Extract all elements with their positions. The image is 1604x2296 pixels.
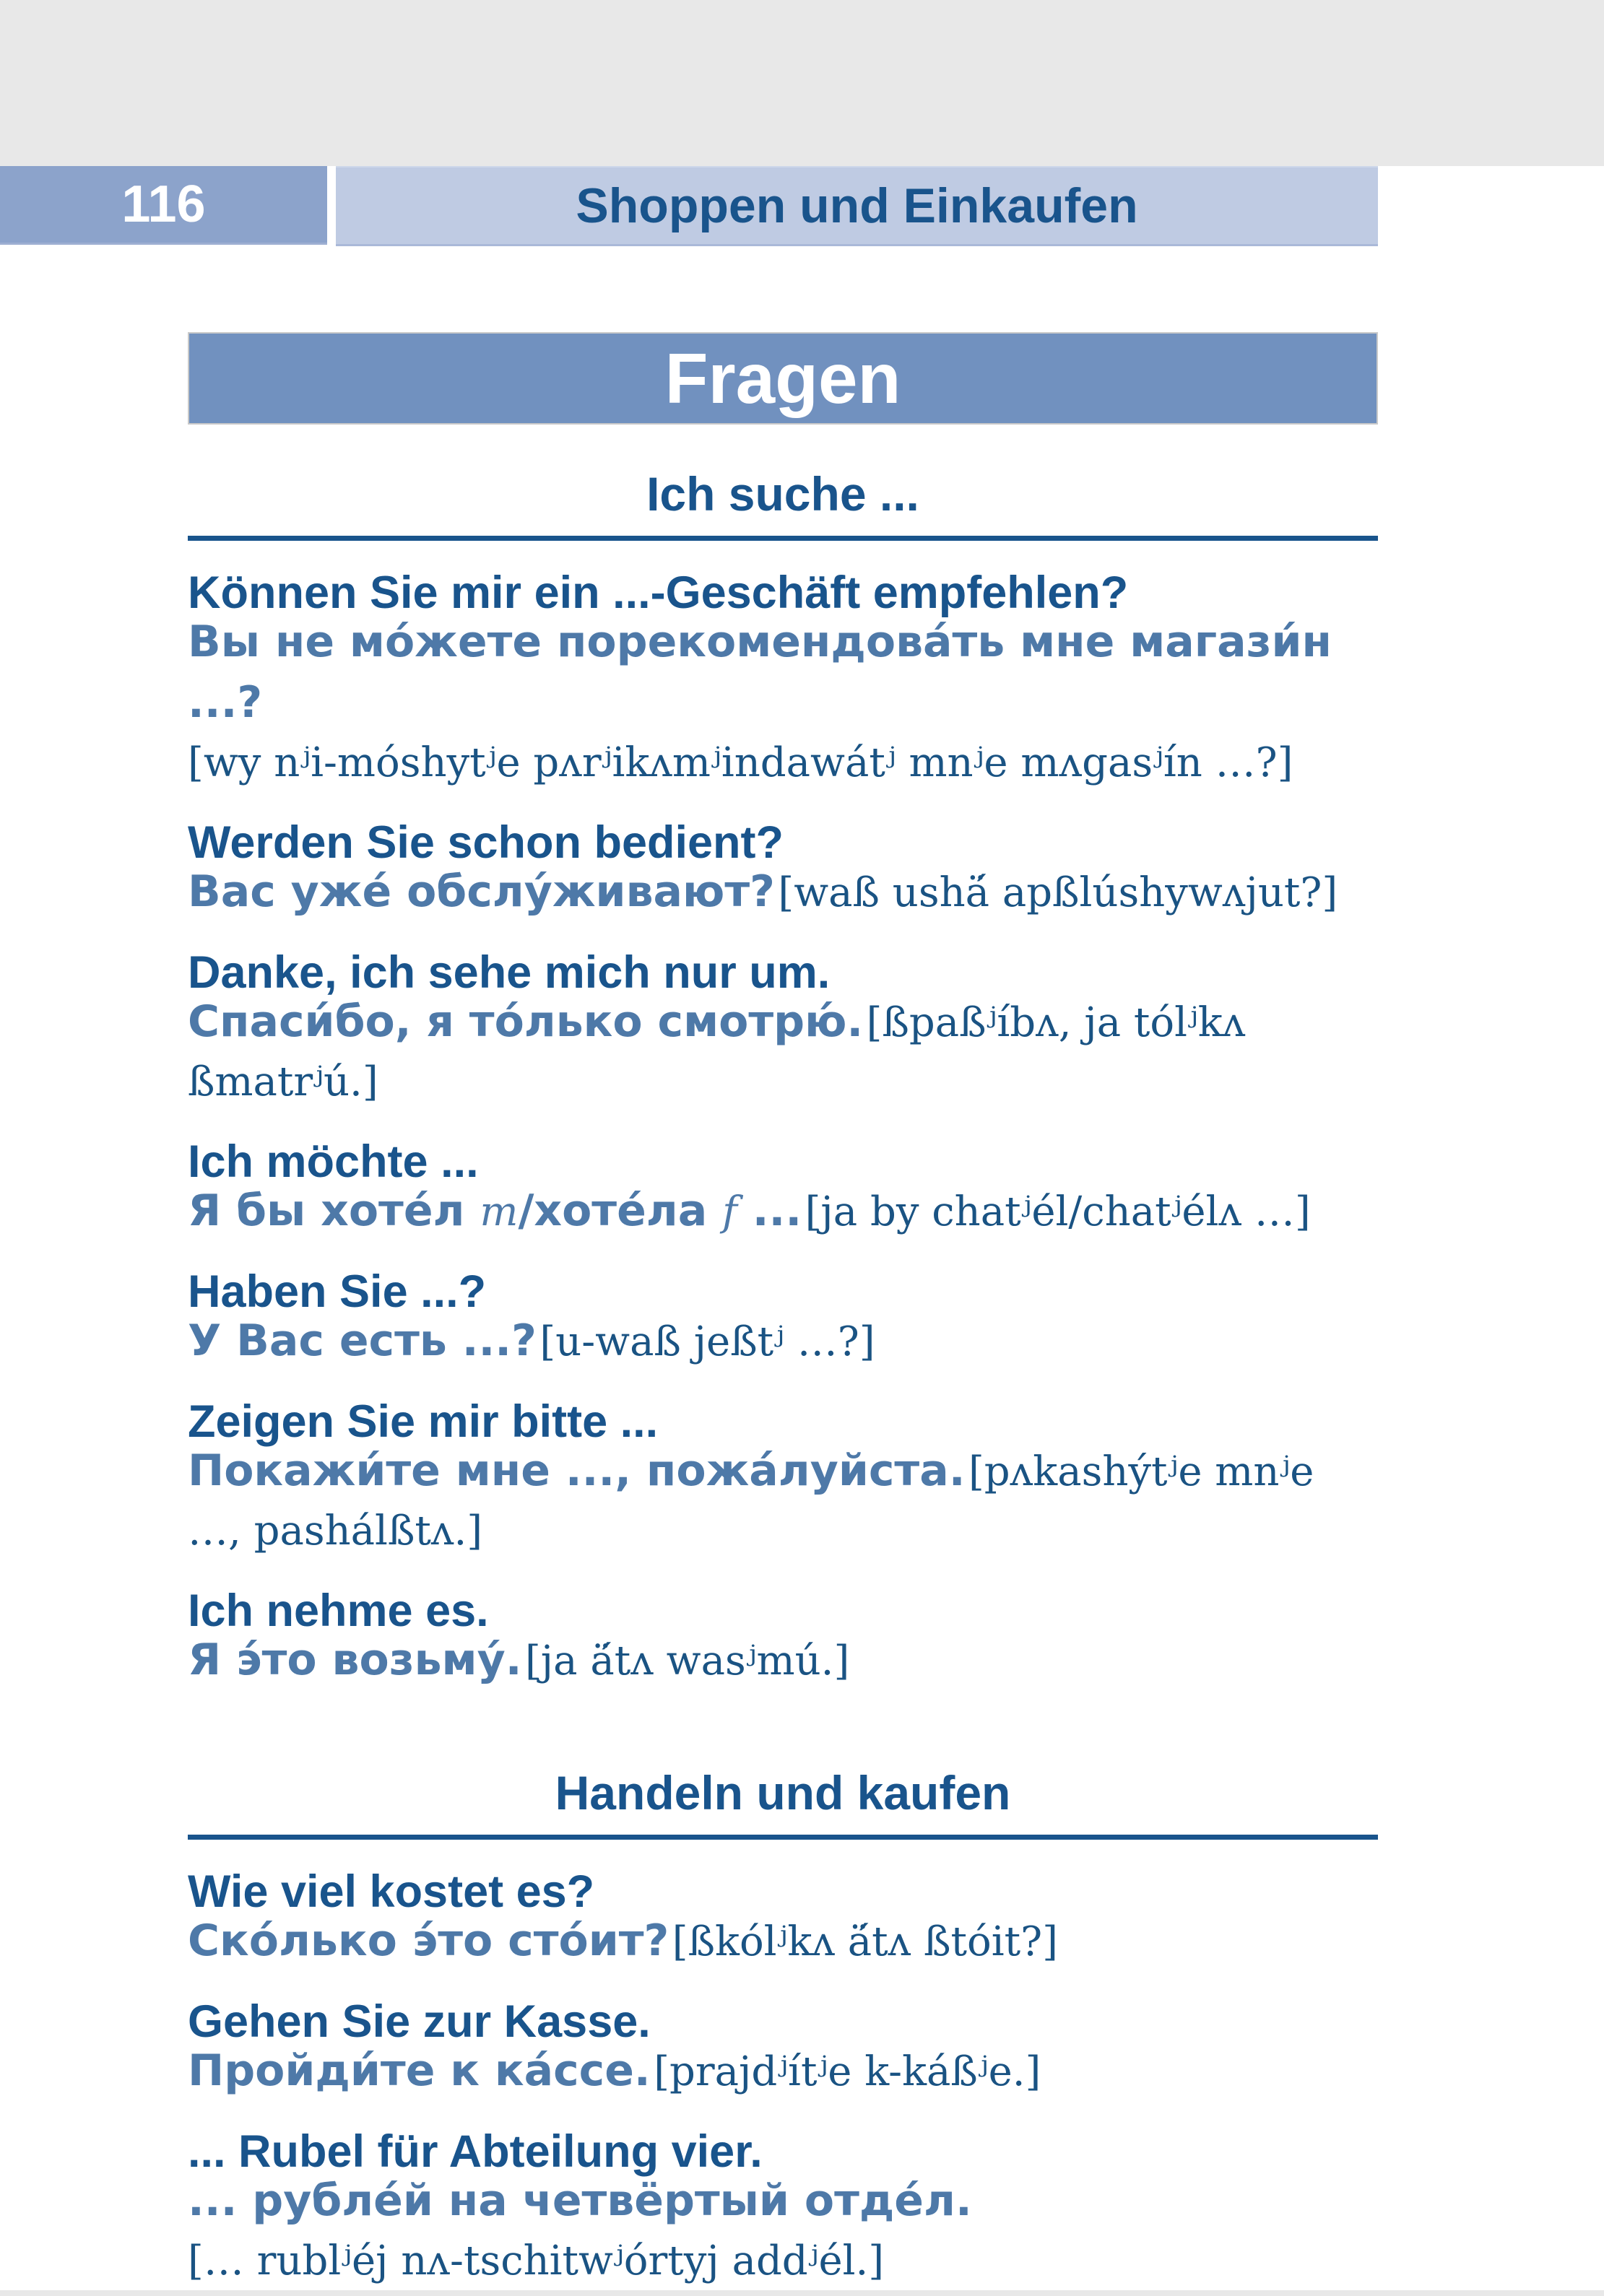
page-number-box xyxy=(0,166,327,245)
gender-marker-masculine: m xyxy=(480,1188,519,1235)
russian-phrase: ... xyxy=(737,1186,802,1236)
phonetic-transcription: [ßkólʲkʌ ä́tʌ ßtóit?] xyxy=(672,1918,1058,1965)
phonetic-transcription: [wy nʲi-móshytʲe pʌrʲikʌmʲindawátʲ mnʲe mʌgasʲín …?] xyxy=(188,739,1293,786)
russian-line xyxy=(188,2176,1378,2237)
russian-line xyxy=(188,1446,1378,1566)
phonetic-transcription: [u-waß jeßtʲ …?] xyxy=(539,1318,875,1365)
russian-phrase: Вы не мо́жете порекомендова́ть мне магази́н ...? xyxy=(188,617,1332,728)
phrase-content xyxy=(188,466,1378,2296)
russian-phrase: Спаси́бо, я то́лько смотрю́. xyxy=(188,996,864,1047)
russian-line xyxy=(188,1316,1378,1377)
german-phrase: Wie viel kostet es? xyxy=(188,1866,595,1917)
russian-phrase: Покажи́те мне ..., пожа́луйста. xyxy=(188,1445,966,1496)
russian-phrase: Я э́то возьму́. xyxy=(188,1635,522,1685)
german-phrase: Haben Sie ...? xyxy=(188,1266,487,1317)
russian-line xyxy=(188,2046,1378,2107)
russian-line xyxy=(188,1186,1378,1247)
phrase-entry xyxy=(188,1997,1378,2107)
section-heading: Ich suche ... xyxy=(188,466,1378,541)
phonetic-transcription: [ja ä́tʌ wasʲmú.] xyxy=(524,1638,850,1684)
section-ich-suche xyxy=(188,466,1378,1696)
phrasebook-page xyxy=(0,166,1604,2290)
phonetic-transcription: [ja by chatʲél/chatʲélʌ …] xyxy=(805,1188,1311,1235)
russian-line xyxy=(188,1635,1378,1696)
section-handeln-und-kaufen xyxy=(188,1765,1378,2296)
phrase-entry xyxy=(188,1586,1378,1696)
german-phrase: Ich möchte ... xyxy=(188,1136,479,1187)
german-phrase: Danke, ich sehe mich nur um. xyxy=(188,947,831,998)
german-phrase: Können Sie mir ein ...-Geschäft empfehlen? xyxy=(188,568,1129,618)
russian-line xyxy=(188,1916,1378,1977)
phonetic-transcription: [… rublʲéj nʌ-tschitwʲórtyj addʲél.] xyxy=(188,2238,885,2284)
russian-line xyxy=(188,997,1378,1117)
phrase-entry xyxy=(188,568,1378,798)
phonetic-transcription: [ßpaßʲíbʌ, ja tólʲkʌ ßmatrʲú.] xyxy=(188,999,1246,1105)
german-phrase: ... Rubel für Abteilung vier. xyxy=(188,2126,763,2177)
russian-phrase: Я бы хоте́л xyxy=(188,1186,480,1236)
phrase-entry xyxy=(188,1137,1378,1247)
page-number: 116 xyxy=(121,175,206,233)
section-heading: Handeln und kaufen xyxy=(188,1765,1378,1840)
phrase-entry xyxy=(188,1267,1378,1377)
russian-phrase: У Вас есть ...? xyxy=(188,1316,537,1366)
russian-phrase: Пройди́те к ка́ссе. xyxy=(188,2045,651,2096)
phonetic-transcription: [prajdʲítʲe k-káßʲe.] xyxy=(654,2048,1041,2095)
russian-phrase: Ско́лько э́то сто́ит? xyxy=(188,1915,669,1966)
russian-phrase: Вас уже́ обслу́живают? xyxy=(188,866,775,917)
transcription-line xyxy=(188,739,1378,798)
phrase-entry xyxy=(188,1867,1378,1977)
chapter-band xyxy=(336,166,1378,246)
transcription-line xyxy=(188,2237,1378,2296)
german-phrase: Werden Sie schon bedient? xyxy=(188,817,784,868)
page-header xyxy=(0,166,1604,243)
main-heading-band xyxy=(188,332,1378,425)
russian-phrase: /хоте́ла xyxy=(518,1186,723,1236)
german-phrase: Zeigen Sie mir bitte ... xyxy=(188,1396,659,1447)
phrase-entry xyxy=(188,948,1378,1117)
phonetic-transcription: [pʌkashýtʲe mnʲe …, pashálßtʌ.] xyxy=(188,1448,1314,1554)
phrase-entry xyxy=(188,2127,1378,2296)
phonetic-transcription: [waß ushä́ apßlúshywʌjut?] xyxy=(778,869,1338,916)
russian-line xyxy=(188,617,1378,739)
german-phrase: Ich nehme es. xyxy=(188,1586,489,1636)
phrase-entry xyxy=(188,1397,1378,1566)
gender-marker-feminine: f xyxy=(722,1188,737,1235)
russian-phrase: ... рубле́й на четвёртый отде́л. xyxy=(188,2175,972,2226)
phrase-entry xyxy=(188,818,1378,928)
russian-line xyxy=(188,867,1378,928)
main-heading: Fragen xyxy=(664,339,901,418)
german-phrase: Gehen Sie zur Kasse. xyxy=(188,1996,651,2047)
chapter-title: Shoppen und Einkaufen xyxy=(576,178,1138,233)
